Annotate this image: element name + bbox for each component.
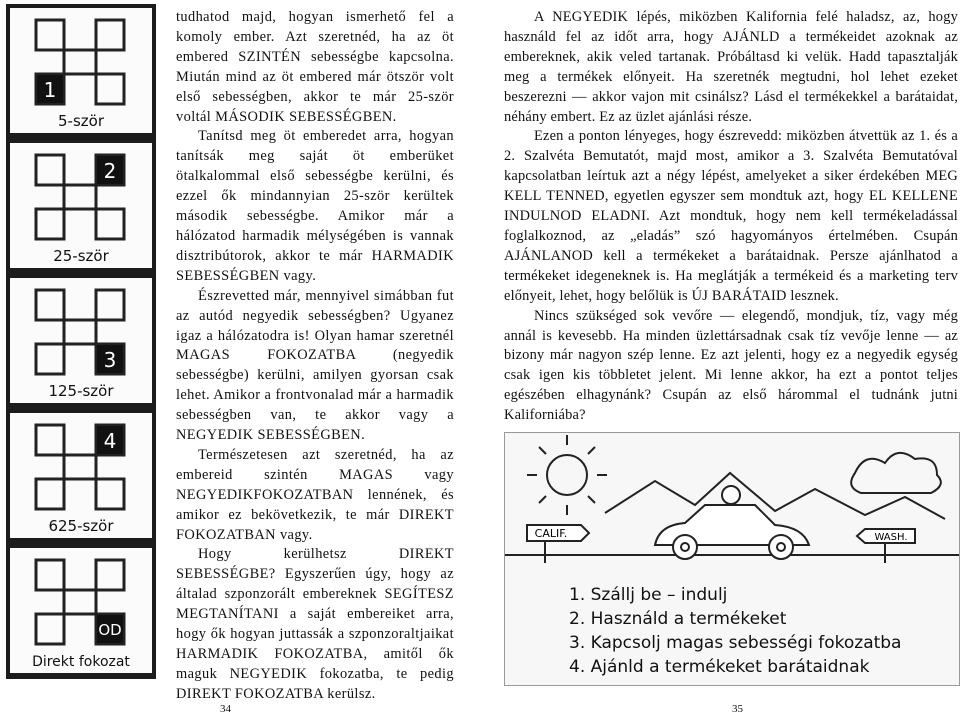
page-number-right: 35 — [732, 703, 743, 715]
gear-shift-diagram — [10, 548, 152, 673]
gear-highlight-label: 3 — [103, 348, 117, 372]
car-icon — [655, 486, 809, 559]
gear-diagram-third — [10, 278, 152, 403]
step-item: 4. Ajánld a termékeket barátaidnak — [569, 657, 870, 677]
left-paragraph-3: Észrevetted már, mennyivel simábban fut az autód negyedik sebességben? Ugyanez igaz a hálózatodra is! Olyan hamar szeretnél MAGAS FOKOZATBA (negyedik sebességbe) kerülni, amilyen gyorsan csak lehet. Amikor a frontvonalad már a harmadik sebességben van, te akkor vagy a NEGYEDIK SEBESSÉGBEN. — [176, 287, 454, 444]
road-trip-illustration — [504, 432, 960, 686]
gear-diagram-column — [6, 4, 156, 679]
gear-caption: 5-ször — [58, 112, 104, 130]
gear-shift-diagram — [10, 413, 152, 538]
gear-highlight-label: 2 — [103, 159, 117, 183]
gear-diagram-fourth — [10, 413, 152, 538]
step-item: 1. Szállj be – indulj — [569, 585, 728, 605]
left-paragraph-2: Tanítsd meg öt emberedet arra, hogyan tanítsák meg saját öt emberüket ötalkalommal első sebességbe kerülni, és ezzel ők mindannyian 25-ször kerültek második sebességbe. Amikor már a hálózatod harmadik mélységében is vannak disztribútorok, akkor te már HARMADIK SEBESSÉGBEN vagy. — [176, 128, 454, 284]
sign-calif: CALIF. — [534, 527, 568, 540]
gear-highlight-label: OD — [98, 621, 122, 639]
right-page — [480, 0, 960, 721]
left-page-body — [176, 8, 454, 705]
right-paragraph-2: Ezen a ponton lényeges, hogy észrevedd: miközben átvettük az 1. és a 2. Szalvéta Bemutatót, majd most, amikor a 3. Szalvéta Bemutatóval kapcsolatban leírtuk azt a négy lépést, amelyeket a siker érdekében MEG KELL TENNED, egyetlen egyszer sem mondtuk azt, hogy EL KELLENE INDULNOD ELADNI. Azt mondtuk, hogy nem kell termékeladással foglalkoznod, az „eladás” szó hagyományos értelmében. Csupán AJÁNLANOD kell a termékeket a barátaidnak. Persze ajánlhatod a termékeket idegeneknek is. Ha meglátják a termékeid és a marketing terv előnyeit, lehet, hogy belőlük is ÚJ BARÁTAID lesznek. — [504, 128, 958, 304]
right-page-body — [504, 8, 958, 426]
gear-diagram-second — [10, 143, 152, 268]
sun-icon — [527, 435, 607, 515]
gear-caption: 25-ször — [53, 247, 109, 265]
gear-shift-diagram — [10, 8, 152, 133]
step-item: 3. Kapcsolj magas sebességi fokozatba — [569, 633, 902, 653]
sign-wash: WASH. — [874, 532, 908, 543]
right-paragraph-1: A NEGYEDIK lépés, miközben Kalifornia felé haladsz, az, hogy használd fel az időt arra, hogy AJÁNLD a termékeidet azoknak az embereknek, akik veled tartanak. Próbáltasd ki velük. Hadd tapasztalják meg a termékek előnyeit. Ha szeretnék megtudni, hol lehet ezeket beszerezni — akkor vajon mit csinálsz? Lásd el termékekkel a barátaidat, néhány embert. Ez az üzlet ajánlási része. — [504, 9, 958, 125]
mountains — [605, 473, 945, 519]
left-paragraph-1: tudhatod majd, hogyan ismerhető fel a komoly ember. Azt szeretnéd, ha az öt embered SZINTÉN sebességbe kapcsolna. Miután mind az öt embered már ötször volt első sebességben, akkor te már 25-ször voltál MÁSODIK SEBESSÉGBEN. — [176, 9, 454, 125]
gear-shift-diagram — [10, 143, 152, 268]
gear-highlight-label: 4 — [103, 429, 117, 453]
steps-list — [569, 583, 901, 679]
left-paragraph-4: Természetesen azt szeretnéd, ha az embereid szintén MAGAS vagy NEGYEDIKFOKOZATBAN lennének, és amikor ez bekövetkezik, te már DIREKT FOKOZATBAN vagy. — [176, 446, 454, 543]
gear-shift-diagram — [10, 278, 152, 403]
left-paragraph-5: Hogy kerülhetsz DIREKT SEBESSÉGBE? Egyszerűen úgy, hogy az általad szponzorált embereknek SEGÍTESZ MEGTANÍTANI a saját embereiket arra, hogy ők hogyan juttassák a szponzoraltjaikat HARMADIK FOKOZATBA, amitől ők maguk NEGYEDIK fokozatba, te pedig DIREKT FOKOZATBA kerülsz. — [176, 546, 454, 702]
step-item: 2. Használd a termékeket — [569, 609, 787, 629]
page-number-left: 34 — [220, 703, 231, 715]
gear-caption: 125-ször — [48, 382, 114, 400]
gear-caption: 625-ször — [48, 517, 114, 535]
cloud-icon — [851, 453, 941, 493]
gear-caption: Direkt fokozat — [32, 654, 130, 670]
gear-highlight-label: 1 — [43, 78, 57, 102]
gear-diagram-first — [10, 8, 152, 133]
gear-diagram-fifth — [10, 548, 152, 673]
right-paragraph-3: Nincs szükséged sok vevőre — elegendő, mondjuk, tíz, vagy még annál is kevesebb. Ha minden üzlettársadnak csak tíz vevője lenne — az bizony már nagyon szép lenne. Ez azt jelenti, hogy ez a negyedik egység csak igen kis többletet jelent. Mi lenne akkor, ha ezt a pontot teljes egészében elhagynánk? Csupán az első hárommal el tudnánk jutni Kaliforniába? — [504, 307, 958, 424]
